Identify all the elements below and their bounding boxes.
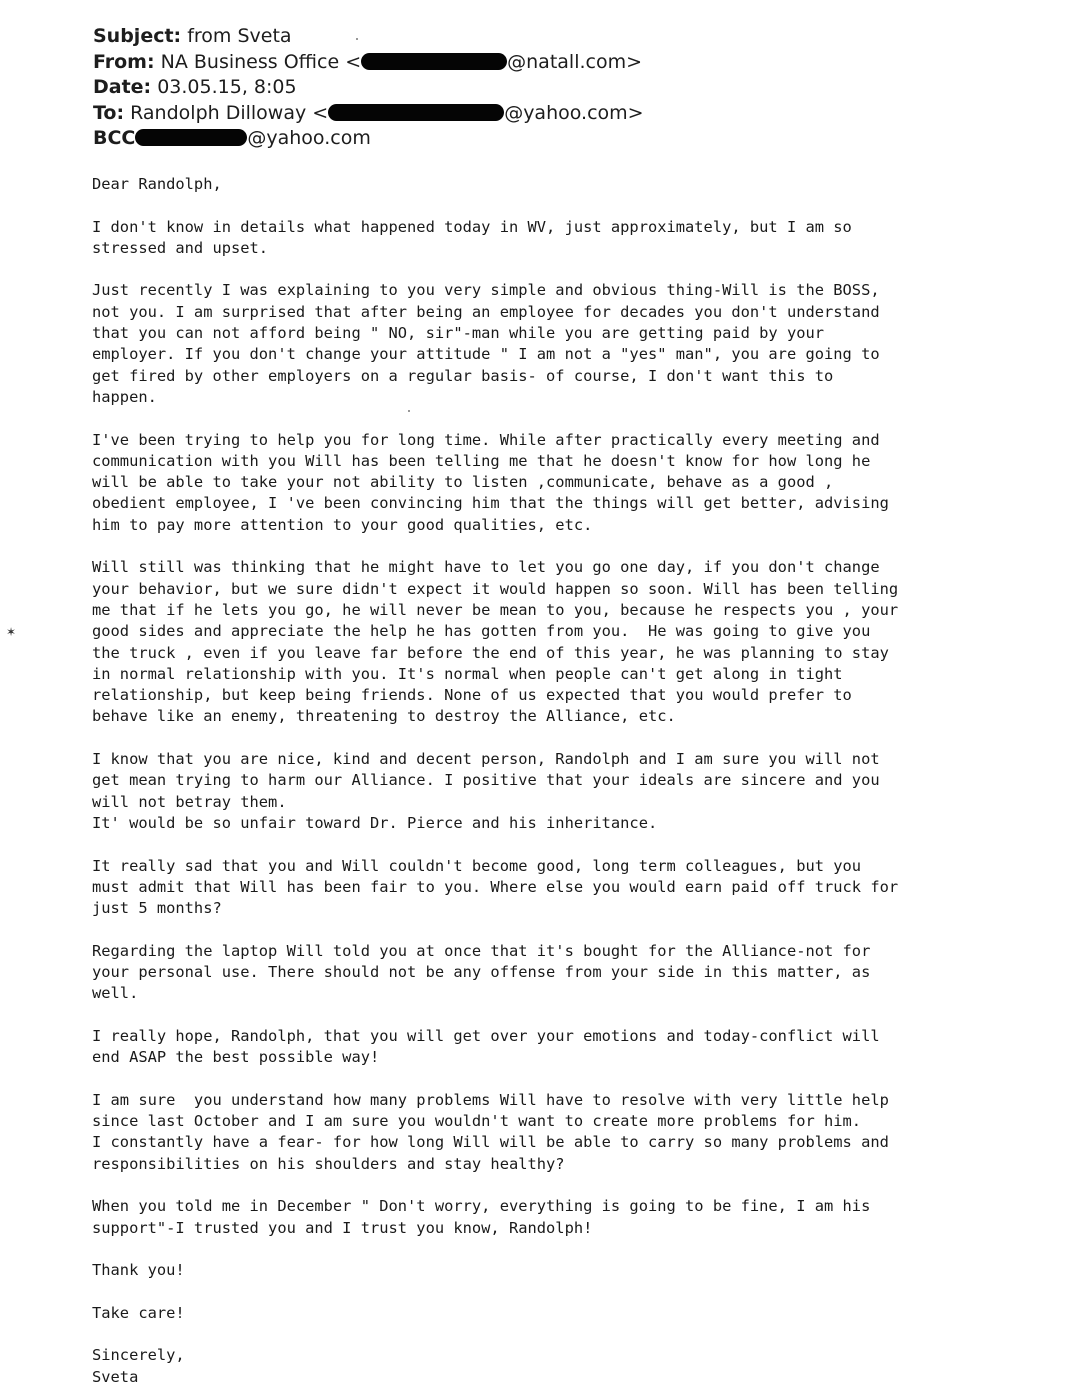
letter-line: Regarding the laptop Will told you at once that it's bought for the Alliance-not for <box>92 941 871 960</box>
letter-line: well. <box>92 984 139 1003</box>
letter-line: in normal relationship with you. It's normal when people can't get along in tight <box>92 664 843 683</box>
take-care-line: Take care! <box>92 1303 185 1322</box>
letter-paragraph <box>92 941 962 1005</box>
bcc-line <box>93 126 644 152</box>
letter-paragraph <box>92 217 962 260</box>
date-value: 03.05.15, 8:05 <box>151 76 297 98</box>
letter-line: support"-I trusted you and I trust you know, Randolph! <box>92 1218 593 1237</box>
letter-line: Just recently I was explaining to you very simple and obvious thing-Will is the BOSS, <box>92 281 880 300</box>
letter-line: I constantly have a fear- for how long Will will be able to carry so many problems and <box>92 1133 889 1152</box>
to-domain: @yahoo.com> <box>504 101 644 124</box>
signature: Sveta <box>92 1367 139 1386</box>
letter-line: It really sad that you and Will couldn't become good, long term colleagues, but you <box>92 856 862 875</box>
letter-line: will not betray them. <box>92 792 287 811</box>
letter-line: I don't know in details what happened today in WV, just approximately, but I am so <box>92 217 852 236</box>
letter-paragraph <box>92 1026 962 1069</box>
from-line <box>93 50 644 76</box>
letter-paragraph <box>92 749 962 834</box>
letter-line: your personal use. There should not be any offense from your side in this matter, as <box>92 962 871 981</box>
to-value: Randolph Dilloway < <box>124 101 329 124</box>
letter-line: the truck , even if you leave far before the end of this year, he was planning to stay <box>92 643 889 662</box>
letter-line: I've been trying to help you for long time. While after practically every meeting and <box>92 430 880 449</box>
letter-line: responsibilities on his shoulders and stay healthy? <box>92 1154 565 1173</box>
letter-paragraph <box>92 280 962 408</box>
from-label: From: <box>93 50 155 73</box>
to-label: To: <box>93 101 125 124</box>
letter-line: get fired by other employers on a regular basis- of course, I don't want this to <box>92 366 834 385</box>
letter-line: must admit that Will has been fair to you. Where else you would earn paid off truck for <box>92 877 899 896</box>
letter-paragraph <box>92 1196 962 1239</box>
letter-paragraph <box>92 1090 962 1175</box>
letter-line: get mean trying to harm our Alliance. I positive that your ideals are sincere and you <box>92 771 880 790</box>
letter-line: happen. <box>92 387 157 406</box>
letter-line: not you. I am surprised that after being an employee for decades you don't understand <box>92 302 880 321</box>
redaction-mark <box>361 53 507 70</box>
greeting: Dear Randolph, <box>92 175 222 193</box>
letter-line: stressed and upset. <box>92 238 269 257</box>
letter-line: good sides and appreciate the help he has gotten from you. He was going to give you <box>92 622 871 641</box>
letter-line: your behavior, but we sure didn't expect it would happen so soon. Will has been telling <box>92 579 899 598</box>
letter-line: behave like an enemy, threatening to destroy the Alliance, etc. <box>92 707 676 726</box>
closing-line: Sincerely, <box>92 1346 185 1365</box>
subject-line <box>93 24 644 50</box>
letter-line: When you told me in December " Don't worry, everything is going to be fine, I am his <box>92 1197 871 1216</box>
letter-line: It' would be so unfair toward Dr. Pierce and his inheritance. <box>92 813 658 832</box>
from-value: NA Business Office < <box>154 50 362 73</box>
scan-dot <box>356 38 358 40</box>
date-label: Date: <box>93 76 152 98</box>
thanks-line: Thank you! <box>92 1261 185 1280</box>
letter-line: him to pay more attention to your good qualities, etc. <box>92 515 593 534</box>
scan-speck: ✶ <box>6 625 17 639</box>
letter-line: just 5 months? <box>92 899 222 918</box>
letter-line: communication with you Will has been telling me that he doesn't know for how long he <box>92 451 871 470</box>
letter-line: end ASAP the best possible way! <box>92 1048 380 1067</box>
letter-paragraph <box>92 856 962 920</box>
redaction-mark <box>135 129 247 146</box>
letter-line: employer. If you don't change your attitude " I am not a "yes" man", you are going to <box>92 345 880 364</box>
subject-value: from Sveta <box>181 25 292 47</box>
letter-paragraph <box>92 430 962 536</box>
letter-line: I am sure you understand how many problems Will have to resolve with very little help <box>92 1090 889 1109</box>
to-line <box>93 101 644 127</box>
bcc-domain: @yahoo.com <box>247 127 371 149</box>
subject-label: Subject: <box>93 25 182 47</box>
letter-line: I really hope, Randolph, that you will get over your emotions and today-conflict will <box>92 1026 880 1045</box>
letter-line: Will still was thinking that he might have to let you go one day, if you don't change <box>92 558 880 577</box>
redaction-mark <box>328 104 504 121</box>
letter-line: since last October and I am sure you wouldn't want to create more problems for him. <box>92 1112 862 1131</box>
paragraph-list <box>92 217 962 1261</box>
letter-body <box>92 174 962 1388</box>
letter-line: relationship, but keep being friends. None of us expected that you would prefer to <box>92 686 852 705</box>
scan-dot <box>408 410 410 412</box>
letter-line: I know that you are nice, kind and decent person, Randolph and I am sure you will not <box>92 750 880 769</box>
email-header <box>93 24 644 152</box>
letter-line: that you can not afford being " NO, sir"-man while you are getting paid by your <box>92 324 825 343</box>
from-domain: @natall.com> <box>507 50 643 73</box>
letter-line: me that if he lets you go, he will never be mean to you, because he respects you , your <box>92 600 899 619</box>
bcc-label: BCC <box>93 127 136 149</box>
date-line <box>93 75 644 101</box>
letter-paragraph <box>92 557 962 727</box>
letter-line: obedient employee, I 've been convincing him that the things will get better, advising <box>92 494 889 513</box>
letter-line: will be able to take your not ability to listen ,communicate, behave as a good , <box>92 473 834 492</box>
